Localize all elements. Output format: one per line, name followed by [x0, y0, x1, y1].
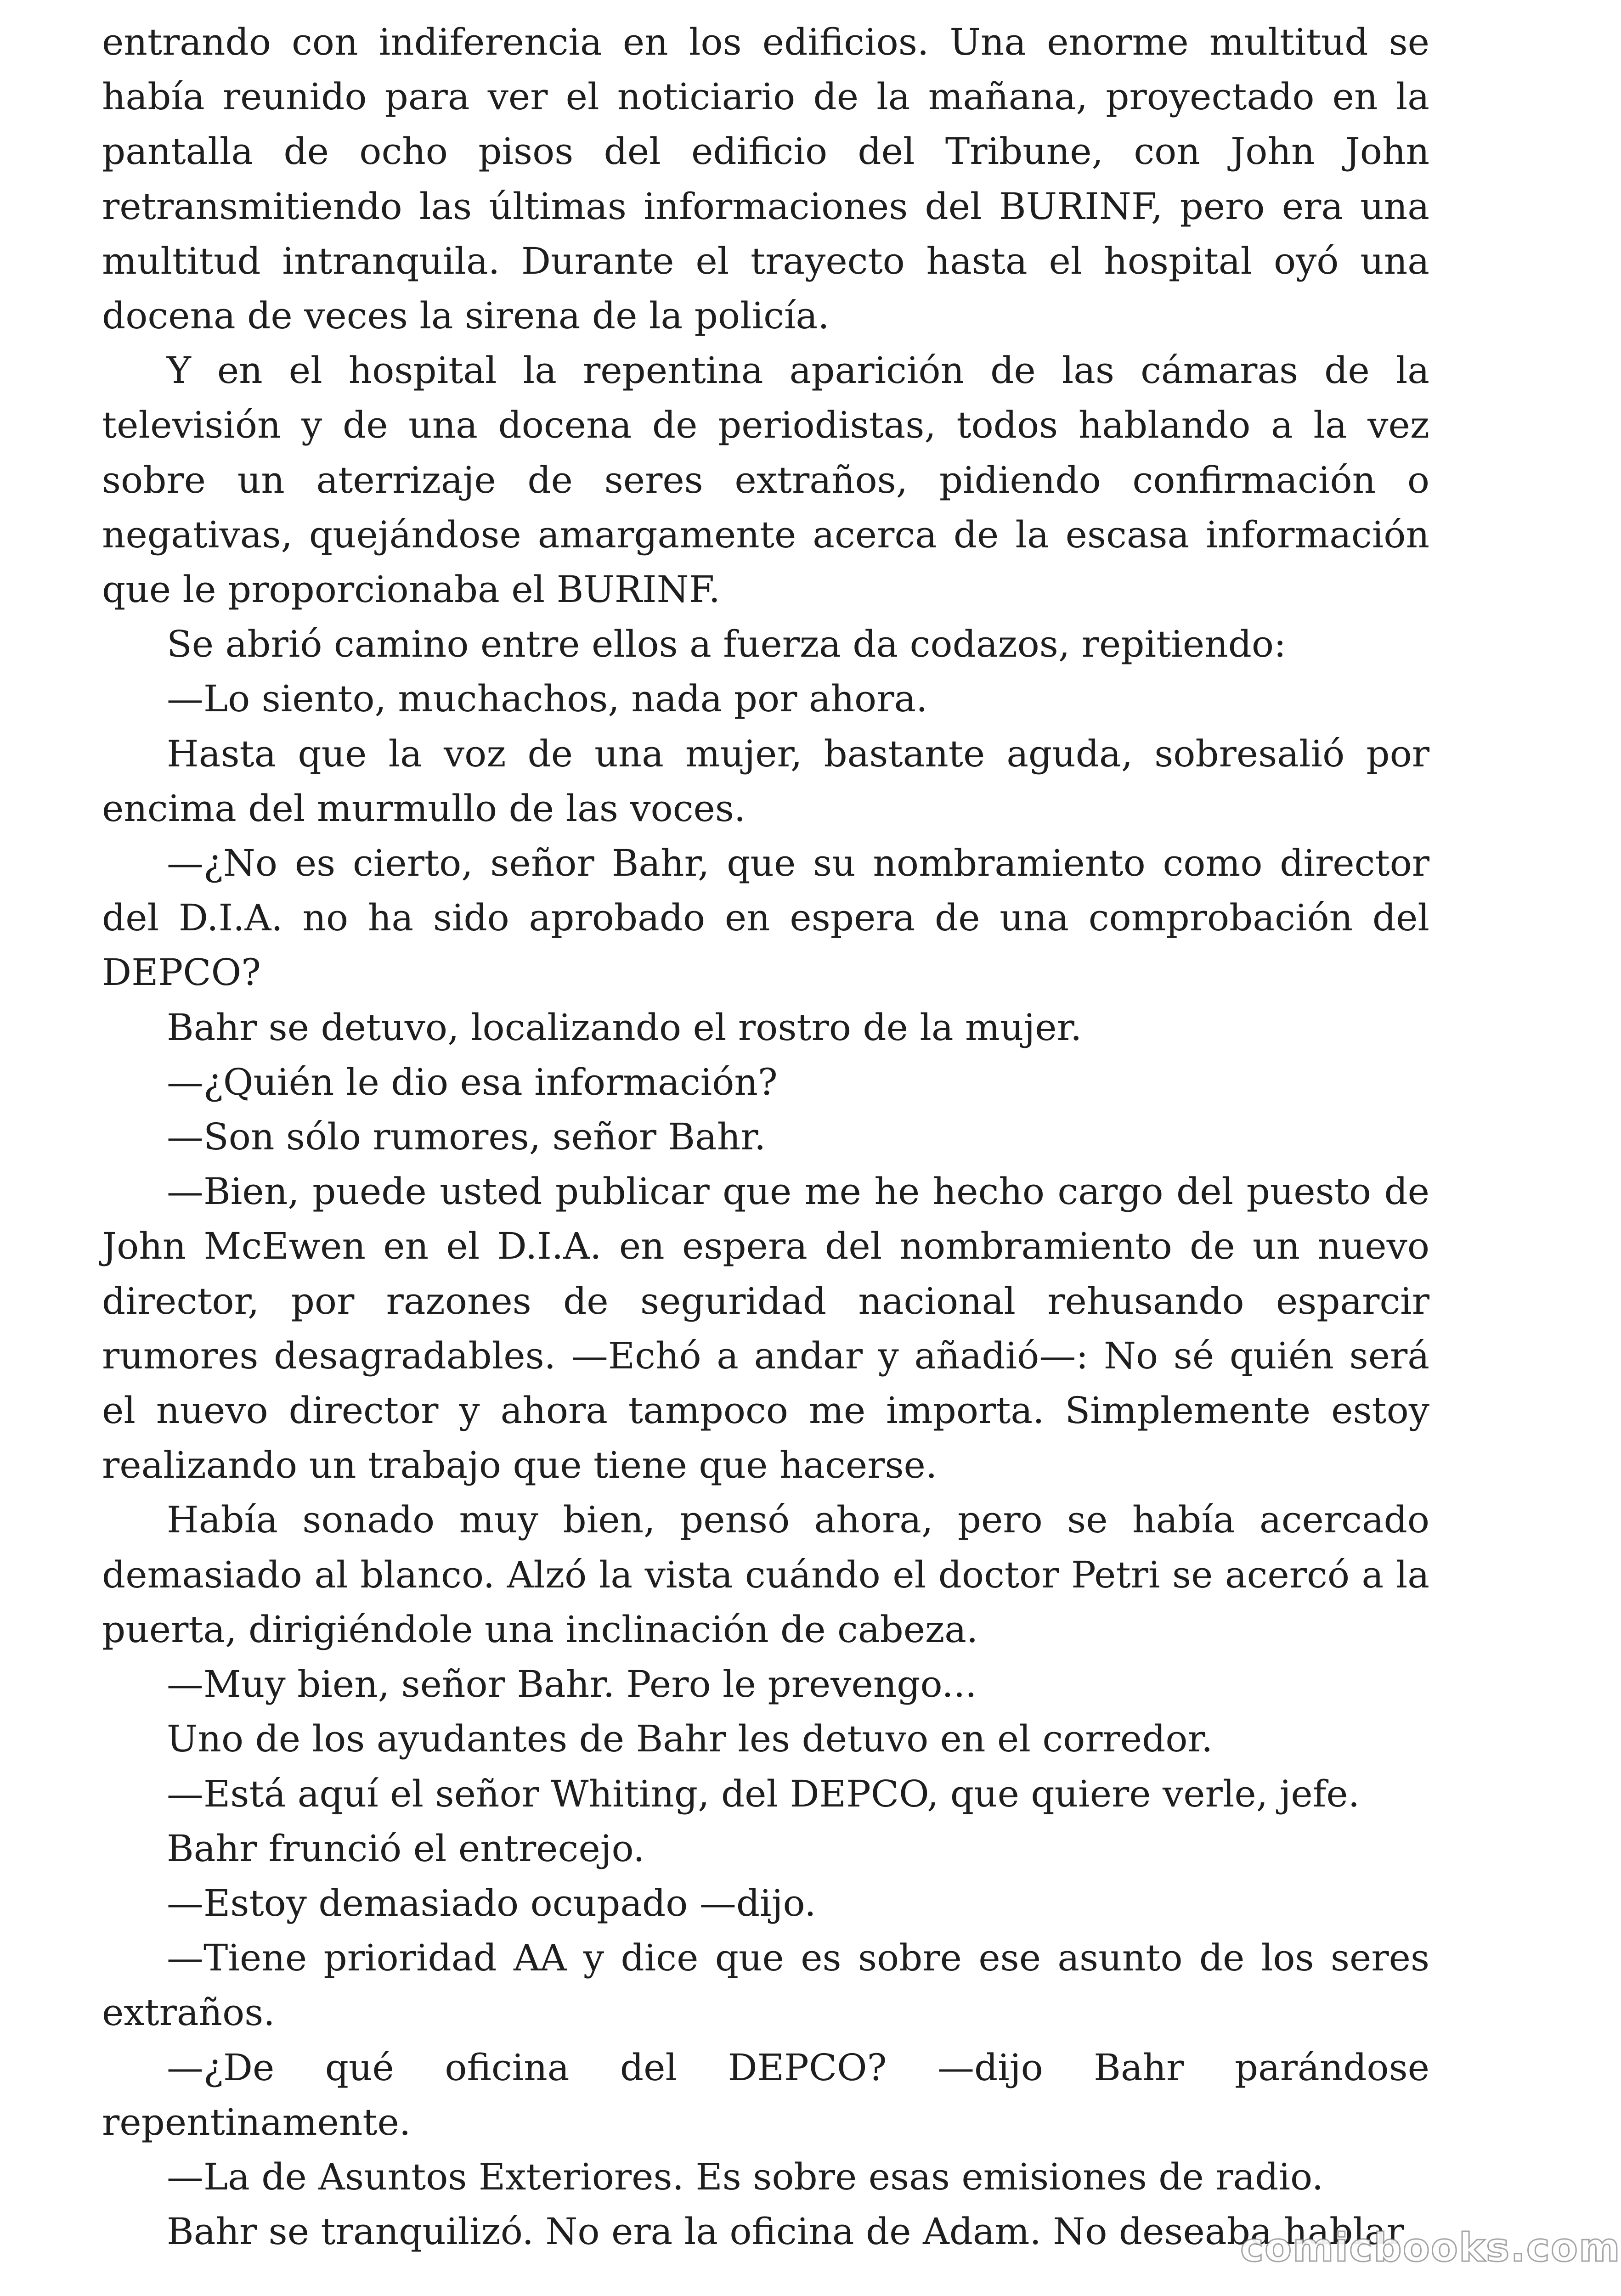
paragraph-9: —Son sólo rumores, señor Bahr.	[167, 1115, 766, 1159]
paragraph-19: —La de Asuntos Exteriores. Es sobre esas emisiones de radio.	[167, 2155, 1324, 2198]
paragraph-20: Bahr se tranquilizó. No era la oficina de Adam. No deseaba hablar	[167, 2210, 1404, 2253]
paragraph-7: Bahr se detuvo, localizando el rostro de la mujer.	[167, 1006, 1082, 1049]
paragraph-17: —Tiene prioridad AA y dice que es sobre ese asunto de los seres extraños.	[102, 1936, 1429, 2034]
paragraph-1: entrando con indiferencia en los edificios. Una enorme multitud se había reunido para ver el noticiario de la mañana, proyectado en la pantalla de ocho pisos del edificio del Tribune, con John John retransmitiendo las últimas informaciones del BURINF, pero era una multitud intranquila. Durante el trayecto hasta el hospital oyó una docena de veces la sirena de la policía.	[102, 21, 1429, 338]
paragraph-16: —Estoy demasiado ocupado —dijo.	[167, 1881, 816, 1925]
paragraph-3: Se abrió camino entre ellos a fuerza da codazos, repitiendo:	[167, 623, 1287, 666]
paragraph-2: Y en el hospital la repentina aparición de las cámaras de la televisión y de una docena de periodistas, todos hablando a la vez sobre un aterrizaje de seres extraños, pidiendo confirmación o negativas, quejándose amargamente acerca de la escasa información que le proporcionaba el BURINF.	[102, 349, 1429, 611]
paragraph-5: Hasta que la voz de una mujer, bastante aguda, sobresalió por encima del murmullo de las voces.	[102, 732, 1429, 830]
paragraph-6: —¿No es cierto, señor Bahr, que su nombramiento como director del D.I.A. no ha sido aprobado en espera de una comprobación del DEPCO?	[102, 842, 1429, 994]
paragraph-14: —Está aquí el señor Whiting, del DEPCO, que quiere verle, jefe.	[167, 1772, 1360, 1815]
paragraph-4: —Lo siento, muchachos, nada por ahora.	[167, 677, 928, 720]
paragraph-12: —Muy bien, señor Bahr. Pero le prevengo...	[167, 1663, 977, 1706]
paragraph-15: Bahr frunció el entrecejo.	[167, 1827, 645, 1870]
book-page-text	[102, 15, 1429, 2259]
paragraph-18: —¿De qué oficina del DEPCO? —dijo Bahr parándose repentinamente.	[102, 2046, 1429, 2144]
paragraph-10: —Bien, puede usted publicar que me he hecho cargo del puesto de John McEwen en el D.I.A. en espera del nombramiento de un nuevo director, por razones de seguridad nacional rehusando esparcir rumores desagradables. —Echó a andar y añadió—: No sé quién será el nuevo director y ahora tampoco me importa. Simplemente estoy realizando un trabajo que tiene que hacerse.	[102, 1170, 1429, 1487]
watermark-logo: comicbooks.com	[1240, 2225, 1621, 2271]
paragraph-13: Uno de los ayudantes de Bahr les detuvo en el corredor.	[167, 1717, 1213, 1761]
paragraph-11: Había sonado muy bien, pensó ahora, pero se había acercado demasiado al blanco. Alzó la vista cuándo el doctor Petri se acercó a la puerta, dirigiéndole una inclinación de cabeza.	[102, 1498, 1429, 1651]
paragraph-8: —¿Quién le dio esa información?	[167, 1060, 778, 1103]
